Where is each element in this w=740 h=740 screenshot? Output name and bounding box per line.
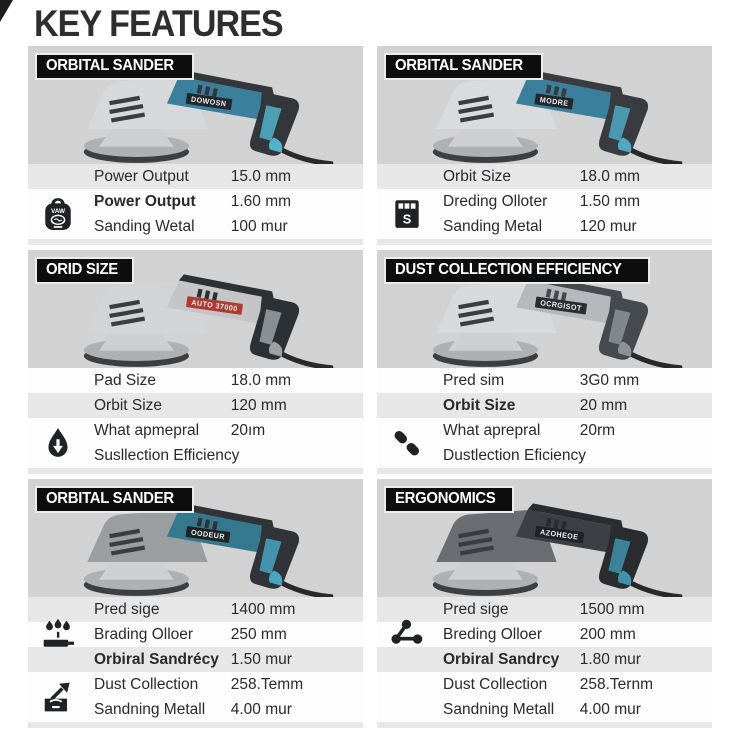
- spec-value: 120 mur: [579, 217, 637, 235]
- spec-group: [28, 368, 363, 393]
- spec-value: 18.0 mm: [579, 167, 641, 185]
- feature-panel: [28, 479, 363, 728]
- share-nodes-icon: [390, 618, 424, 652]
- spec-group: [28, 597, 363, 622]
- panel-header-chip: [384, 257, 650, 284]
- spec-label: Dust Collection: [443, 675, 548, 693]
- spec-row: [377, 214, 712, 239]
- product-image-area: [377, 46, 712, 164]
- drops-bar-icon: [41, 618, 75, 652]
- spec-label: Orbiral Sandrcy: [443, 650, 560, 668]
- panel-header-label: ORBITAL SANDER: [46, 57, 174, 74]
- spec-label: Orbiral Sandrécy: [94, 650, 219, 668]
- spec-label: Sandning Metall: [443, 700, 555, 718]
- brand-chip: AUTO 37000: [186, 296, 243, 315]
- spec-row: [377, 597, 712, 622]
- spec-group: [377, 597, 712, 622]
- spec-label: Pred sige: [94, 600, 160, 618]
- feature-panel: [28, 46, 363, 245]
- spec-value: 1400 mm: [230, 600, 296, 618]
- product-image-area: [377, 479, 712, 597]
- feature-panel: [377, 479, 712, 728]
- spec-label: Dust Collection: [94, 675, 199, 693]
- spec-label: Sanding Wetal: [94, 217, 195, 235]
- corner-mark: [0, 0, 13, 22]
- brand-chip: OCRGISOT: [535, 296, 587, 314]
- spec-group: [377, 189, 712, 239]
- spec-row: [377, 647, 712, 672]
- panel-header-chip: [384, 53, 543, 80]
- panels-grid: [0, 44, 740, 728]
- product-image-area: [377, 250, 712, 368]
- spec-row: [377, 697, 712, 722]
- spec-label: What aprepral: [443, 421, 541, 439]
- spec-label: Dustlection Eficiency: [443, 446, 587, 464]
- spec-row: [377, 189, 712, 214]
- spec-value: 1.80 mur: [579, 650, 641, 668]
- spec-group: [28, 647, 363, 672]
- s-grid-icon: [390, 197, 424, 231]
- spec-value: 120 mm: [230, 396, 287, 414]
- spec-group: [377, 164, 712, 189]
- lock-vaw-icon: [41, 197, 75, 231]
- spec-row: [28, 697, 363, 722]
- spec-group: [377, 622, 712, 647]
- spec-label: Orbit Size: [443, 396, 516, 414]
- drop-arrow-icon: [41, 426, 75, 460]
- panel-header-label: DUST COLLECTION EFFICIENCY: [395, 261, 622, 278]
- spec-value: 1.50 mm: [579, 192, 641, 210]
- spec-value: 4.00 mur: [579, 700, 641, 718]
- brand-chip: OODEUR: [186, 526, 231, 543]
- page-header: [0, 0, 740, 44]
- spec-value: 3G0 mm: [579, 371, 640, 389]
- spec-value: 250 mm: [230, 625, 287, 643]
- spec-table: [28, 368, 363, 474]
- page-title: KEY FEATURES: [34, 3, 283, 44]
- spec-row: [28, 672, 363, 697]
- spec-label: Orbit Size: [94, 396, 163, 414]
- spec-label: Pred sige: [443, 600, 509, 618]
- spec-value: 4.00 mur: [230, 700, 292, 718]
- spec-label: Dreding Olloter: [443, 192, 548, 210]
- spec-label: Sandning Metall: [94, 700, 206, 718]
- spec-table: [377, 368, 712, 474]
- spec-row: [377, 622, 712, 647]
- product-image-area: [28, 250, 363, 368]
- spec-value: 20ım: [230, 421, 266, 439]
- spec-row: [377, 368, 712, 393]
- panel-header-chip: [35, 257, 134, 284]
- spec-label: Power Output: [94, 192, 196, 210]
- spec-row: [28, 647, 363, 672]
- spec-row: [28, 164, 363, 189]
- spec-group: [377, 393, 712, 418]
- spec-label: Susllection Efficiency: [94, 446, 240, 464]
- panel-header-chip: [35, 486, 194, 513]
- spec-label: Orbit Size: [443, 167, 512, 185]
- spec-label: Brading Olloer: [94, 625, 194, 643]
- spec-row: [28, 189, 363, 214]
- brand-chip: AZOHEOE: [535, 525, 584, 543]
- spec-row: [28, 622, 363, 647]
- spec-group: [377, 418, 712, 468]
- spec-value: 258.Temm: [230, 675, 304, 693]
- spec-row: [377, 393, 712, 418]
- spec-label: Breding Olloer: [443, 625, 543, 643]
- spec-group: [377, 368, 712, 393]
- spec-group: [28, 418, 363, 468]
- panel-header-label: ORBITAL SANDER: [46, 490, 174, 507]
- spec-group: [28, 164, 363, 189]
- spec-table: [28, 164, 363, 245]
- spec-row: [28, 597, 363, 622]
- spec-value: 200 mm: [579, 625, 636, 643]
- spec-label: Pred sim: [443, 371, 505, 389]
- spec-table: [28, 597, 363, 728]
- spec-value: 100 mur: [230, 217, 288, 235]
- spec-value: 1500 mm: [579, 600, 645, 618]
- panel-header-label: ORBITAL SANDER: [395, 57, 523, 74]
- panel-header-chip: [35, 53, 194, 80]
- spec-value: 18.0 mm: [230, 371, 292, 389]
- spec-value: 1.50 mur: [230, 650, 292, 668]
- spec-row: [28, 393, 363, 418]
- feature-panel: [377, 46, 712, 245]
- feature-panel: [28, 250, 363, 474]
- spec-value: 1.60 mm: [230, 192, 292, 210]
- feature-panel: [377, 250, 712, 474]
- spec-table: [377, 597, 712, 728]
- brand-chip: MODRE: [535, 93, 575, 109]
- spec-value: 20rm: [579, 421, 616, 439]
- panel-header-chip: [384, 486, 514, 513]
- bandage-icon: [390, 426, 424, 460]
- spec-row: [28, 418, 363, 443]
- spec-value: 20 mm: [579, 396, 628, 414]
- spec-label: Sanding Metal: [443, 217, 543, 235]
- spec-group: [28, 672, 363, 722]
- product-image-area: [28, 479, 363, 597]
- spec-row: [28, 368, 363, 393]
- spec-label: Power Output: [94, 167, 189, 185]
- spec-group: [28, 622, 363, 647]
- box-arrow-icon: [41, 680, 75, 714]
- spec-row: [377, 418, 712, 443]
- spec-group: [377, 672, 712, 722]
- spec-table: [377, 164, 712, 245]
- brand-chip: DOWOSN: [186, 92, 232, 109]
- product-image-area: [28, 46, 363, 164]
- spec-row: [28, 214, 363, 239]
- spec-group: [28, 393, 363, 418]
- spec-group: [28, 189, 363, 239]
- spec-label: Pad Size: [94, 371, 157, 389]
- spec-row: [377, 164, 712, 189]
- spec-value: 15.0 mm: [230, 167, 292, 185]
- spec-row: [377, 672, 712, 697]
- panel-header-label: ORID SIZE: [46, 261, 118, 278]
- panel-header-label: ERGONOMICS: [395, 490, 496, 507]
- spec-label: What apmepral: [94, 421, 200, 439]
- spec-row: [377, 443, 712, 468]
- spec-group: [377, 647, 712, 672]
- spec-value: 258.Ternm: [579, 675, 653, 693]
- spec-row: [28, 443, 363, 468]
